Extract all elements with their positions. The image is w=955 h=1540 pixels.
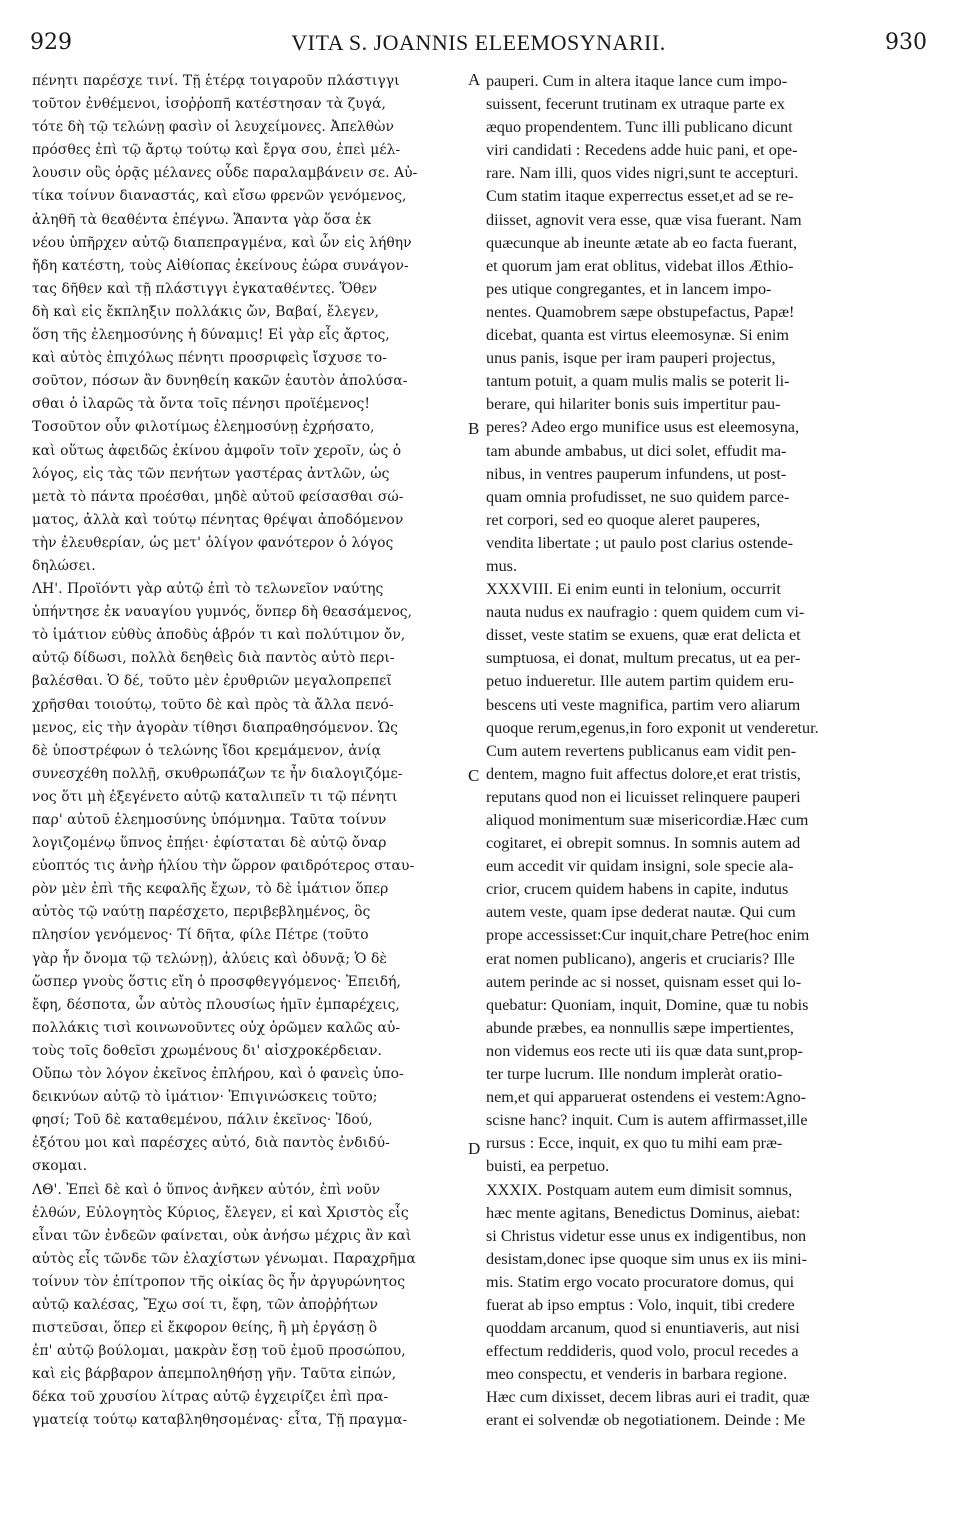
margin-marker-c: C	[468, 766, 480, 785]
latin-text-line: si Christus videtur esse unus ex indigentibus, non	[486, 1226, 807, 1245]
greek-text-line: Τοσοῦτον οὖν φιλοτίμως ἐλεημοσύνῃ ἐχρήσατο,	[32, 419, 375, 436]
latin-text-line: pauperi. Cum in altera itaque lance cum impo-	[486, 72, 788, 90]
latin-text-line: peres? Adeo ergo munifice usus est eleemosyna,	[486, 418, 800, 437]
latin-text-line: cogitaret, ei obrepit somnus. In somnis autem ad	[486, 834, 801, 853]
greek-text-line: αὐτῷ δίδωσι, πολλὰ δεηθεὶς διὰ παντὸς αὐτὸ περι-	[32, 650, 395, 667]
latin-text-line: ret corpori, sed eo quoque aleret pauperes,	[486, 510, 761, 529]
latin-text-line: rursus : Ecce, inquit, ex quo tu mihi eam præ-	[486, 1134, 783, 1153]
latin-text-line: sumptuosa, ei donat, multum precatus, ut ea per-	[486, 649, 801, 668]
latin-text-line: erant ei solvendæ ob negotiationem. Deinde : Me	[486, 1411, 806, 1430]
latin-text-line: et quorum jam erat oblitus, videbat illos Æthio-	[486, 256, 794, 275]
latin-text-line: nauta nudus ex naufragio : quem quidem cum vi-	[486, 603, 805, 622]
latin-text-line: buisti, ea perpetuo.	[486, 1157, 610, 1176]
left-page-number: 929	[30, 30, 72, 55]
greek-text-line: νέου ὑπῆρχεν αὐτῷ διαπεπραγμένα, καὶ ὧν εἰς λήθην	[32, 234, 412, 251]
latin-text-line: crior, crucem quidem habens in capite, indutus	[486, 880, 789, 899]
latin-text-line: autem veste, quam ipse dederat nautæ. Qui cum	[486, 903, 796, 922]
greek-text-line: καὶ εἰς βάρβαρον ἀπεμποληθήσῃ γῆν. Ταῦτα εἰπών,	[32, 1366, 397, 1383]
greek-text-line: ἐξότου μοι καὶ παρέσχες αὐτό, διὰ παντὸς ἐνδιδύ-	[32, 1135, 390, 1152]
greek-text-line: ΛΗ'. Προϊόντι γὰρ αὐτῷ ἐπὶ τὸ τελωνεῖον ναύτης	[32, 581, 384, 598]
greek-text-line: χρῆσθαι τοιούτῳ, τοῦτο δὲ καὶ πρὸς τὰ ἄλλα πενό-	[32, 696, 394, 713]
greek-text-line: βαλέσθαι. Ὁ δέ, τοῦτο μὲν ἐρυθριῶν μεγαλοπρεπεῖ	[32, 673, 392, 690]
greek-text-line: Οὔπω τὸν λόγον ἐκεῖνος ἐπλήρου, καὶ ὁ φανεὶς ὑπο-	[32, 1066, 404, 1083]
latin-text-line: dentem, magno fuit affectus dolore,et erat tristis,	[486, 764, 801, 783]
latin-text-line: Cum statim itaque experrectus esset,et ad se re-	[486, 187, 794, 206]
greek-text-line: λόγος, εἰς τὰς τῶν πενήτων γαστέρας ἀντλῶν, ὡς	[32, 465, 390, 482]
latin-text-line: berare, qui hilariter bonis suis impertitur pau-	[486, 395, 781, 414]
latin-text-line: tam abunde ambabus, ut dici solet, effudit ma-	[486, 441, 787, 460]
latin-text-line: æquo propendentem. Tunc illi publicano dicunt	[486, 118, 793, 137]
greek-text-line: σοῦτον, πόσων ἂν δυνηθείη κακῶν ἑαυτὸν ἀπολύσα-	[32, 373, 408, 390]
latin-text-line: effectum reddideris, quod volo, procul recedes a	[486, 1342, 799, 1361]
latin-text-line: hæc mente agitans, Benedictus Dominus, aiebat:	[486, 1203, 801, 1222]
latin-text-line: fuerat ab ipso emptus : Volo, inquit, tibi credere	[486, 1295, 795, 1314]
latin-text-line: suissent, fecerunt trutinam ex utraque parte ex	[486, 95, 785, 114]
greek-text-line: μενος, εἰς τὴν ἀγορὰν τίθησι διαπραθησόμενον. Ὡς	[32, 719, 398, 736]
greek-text-line: τοίνυν τὸν ἐπίτροπον τῆς οἰκίας ὃς ἦν ἀργυρώνητος	[32, 1273, 406, 1290]
latin-text-line: nentes. Quamobrem sæpe obstupefactus, Papæ!	[486, 302, 795, 321]
greek-text-line: πρόσθες ἐπὶ τῷ ἄρτῳ τούτῳ καὶ ἔργα σου, ἐπεὶ μέλ-	[32, 142, 401, 159]
latin-text-line: autem perinde ac si nosset, quisnam esset qui lo-	[486, 972, 802, 991]
greek-text-line: δὴ καὶ εἰς ἔκπληξιν πολλάκις ὤν, Βαβαί, ἔλεγεν,	[32, 303, 380, 320]
greek-text-line: παρ' αὐτοῦ ἐλεημοσύνης ὑπόμνημα. Ταῦτα τοίνυν	[32, 812, 387, 828]
latin-text-column	[486, 70, 926, 1433]
greek-text-line: δὲ ὑποστρέφων ὁ τελώνης ἴδοι κρεμάμενον, ἀνίᾳ	[32, 742, 382, 759]
greek-text-line: τοῦτον ἐνθέμενοι, ἰσοῤῥοπῆ κατέστησαν τὰ ζυγά,	[32, 96, 387, 113]
greek-text-line: πλησίον γενόμενος· Τί δῆτα, φίλε Πέτρε (τοῦτο	[32, 927, 369, 944]
latin-text-line: eum accedit vir quidam insigni, sole specie ala-	[486, 857, 794, 876]
latin-text-line: prope accessisset:Cur inquit,chare Petre(hoc enim	[486, 926, 810, 945]
latin-text-line: nibus, in ventres pauperum infundens, ut post-	[486, 464, 787, 483]
greek-text-line: λουσιν οὓς ὁρᾷς μέλανες οὗδε παραλαμβάνειν σε. Αὐ-	[32, 165, 418, 182]
latin-text-line: meo conspectu, et venderis in barbara regione.	[486, 1365, 788, 1384]
latin-text-line: Cum autem revertens publicanus eam vidit pen-	[486, 741, 797, 760]
greek-text-line: καὶ αὐτὸς ἐπιχόλως πένητι προσριφεὶς ἴσχυσε το-	[32, 350, 388, 367]
greek-text-line: ἐλθών, Εὐλογητὸς Κύριος, ἔλεγεν, εἰ καὶ Χριστὸς εἷς	[32, 1204, 409, 1221]
greek-text-line: αὐτῷ καλέσας, Ἔχω σοί τι, ἔφη, τῶν ἀποῤῥήτων	[32, 1296, 379, 1313]
latin-text-line: nem,et qui apparuerat ostendens ei vestem:Agno-	[486, 1088, 807, 1107]
greek-text-line: συνεσχέθη πολλῇ, σκυθρωπάζων τε ἦν διαλογιζόμε-	[32, 765, 403, 782]
margin-marker-b: B	[468, 419, 480, 438]
greek-text-line: εἶναι τῶν ἐνδεῶν φαίνεται, οὐκ ἀνήσω μέχρις ἂν καὶ	[32, 1227, 412, 1244]
latin-text-line: bescens uti veste magnifica, partim vero aliarum	[486, 695, 801, 714]
latin-text-line: disset, veste statim se exuens, quæ erat delicta et	[486, 626, 801, 645]
greek-text-line: αὐτὸς εἷς τῶνδε τῶν ἐλαχίστων γένωμαι. Παραχρῆμα	[32, 1250, 416, 1267]
latin-text-line: diisset, agnovit vera esse, quæ visa fuerant. Nam	[486, 210, 802, 229]
latin-text-line: quoddam arcanum, quod si enuntiaveris, aut nisi	[486, 1319, 800, 1338]
greek-text-line: νος ὅτι μὴ ἐξεγένετο αὐτῷ καταλιπεῖν τι τῷ πένητι	[32, 788, 398, 805]
latin-text-line: mis. Statim ergo vocato procuratore domus, qui	[486, 1272, 795, 1291]
greek-text-line: ματος, ἀλλὰ καὶ τούτῳ πένητας θρέψαι ἀποδόμενον	[32, 511, 404, 528]
latin-text-line: tantum potuit, a quam mulis malis se poterit li-	[486, 372, 790, 391]
greek-text-line: πιστεῦσαι, ὅπερ εἰ ἔκφορον θείης, ἢ μὴ ἐργάσῃ ὃ	[32, 1320, 378, 1337]
latin-text-line: quebatur: Quoniam, inquit, Domine, quæ tu nobis	[486, 995, 809, 1014]
latin-text-line: reputans quod non ei licuisset relinquere pauperi	[486, 787, 801, 806]
greek-text-line: δηλώσει.	[32, 557, 96, 574]
greek-text-line: ὅση τῆς ἐλεημοσύνης ἡ δύναμις! Εἰ γὰρ εἷς ἄρτος,	[32, 327, 390, 344]
greek-text-line: δεικνύων αὐτῷ τὸ ἱμάτιον· Ἐπιγινώσκεις τοῦτο;	[32, 1089, 378, 1106]
latin-text-line: Hæc cum dixisset, decem libras auri ei tradit, quæ	[486, 1388, 810, 1407]
margin-marker-d: D	[468, 1139, 481, 1158]
greek-text-line: τίκα τοίνυν διαναστάς, καὶ εἴσω φρενῶν γενόμενος,	[32, 188, 407, 205]
greek-text-line: τότε δὴ τῷ τελώνῃ φασὶν οἱ λευχείμονες. Ἀπελθὼν	[32, 119, 394, 136]
latin-text-line: dicebat, quanta est virtus eleemosynæ. Si enim	[486, 326, 790, 345]
greek-text-line: μετὰ τὸ πάντα προέσθαι, μηδὲ αὐτοῦ φείσασθαι σώ-	[32, 488, 404, 505]
right-page-number: 930	[885, 30, 927, 55]
latin-text-line: quam omnia profudisset, ne suo quidem parce-	[486, 487, 790, 506]
margin-marker-a: A	[468, 70, 481, 89]
latin-text-line: vendita libertate ; ut paulo post clarius ostende-	[486, 533, 794, 552]
greek-text-line: ἐπ' αὐτῷ βούλομαι, μακρὰν ἔσῃ τοῦ ἐμοῦ προσώπου,	[32, 1343, 406, 1360]
greek-text-line: τας δῆθεν καὶ τῇ πλάστιγγι ἐγκαταθέντες. Ὅθεν	[32, 280, 378, 297]
latin-text-line: quæcunque ab ineunte ætate ab eo facta fuerant,	[486, 233, 798, 252]
greek-text-line: πολλάκις τισὶ κοινωνοῦντες οὐχ ὁρῶμεν καλῶς αὐ-	[32, 1019, 401, 1036]
greek-text-line: ὥσπερ γνοὺς ὅστις εἴη ὁ προσφθεγγόμενος· Ἐπειδή,	[32, 973, 401, 990]
greek-text-line: δέκα τοῦ χρυσίου λίτρας αὐτῷ ἐγχειρίζει ἐπὶ πρα-	[32, 1389, 389, 1406]
greek-text-line: αὐτὸς τῷ ναύτῃ παρέσχετο, περιβεβλημένος, ὃς	[32, 904, 371, 921]
latin-text-line: viri candidati : Recedens adde huic pani, et ope-	[486, 141, 798, 160]
latin-text-line: ter turpe lucrum. Ille nondum impleràt oratio-	[486, 1065, 783, 1084]
latin-text-line: rare. Nam illi, quos vides nigri,sunt te accepturi.	[486, 164, 799, 183]
greek-text-line: ἤδη κατέστη, τοὺς Αἰθίοπας ἐκείνους ἑώρα συνάγον-	[32, 257, 409, 274]
greek-text-line: τὸ ἱμάτιον εὐθὺς ἀποδὺς ἁβρόν τι καὶ πολύτιμον ὄν,	[32, 627, 406, 644]
greek-text-line: ἔφη, δέσποτα, ὧν αὐτὸς πλουσίως ἡμῖν ἐμπαρέχεις,	[32, 996, 400, 1013]
greek-text-column	[32, 70, 472, 1433]
greek-text-line: γματείᾳ τούτῳ καταβληθησομένας· εἶτα, Τῇ πραγμα-	[32, 1412, 408, 1429]
latin-text-line: mus.	[486, 556, 518, 575]
latin-text-line: quoque rerum,egenus,in foro exponit ut venderetur.	[486, 718, 819, 737]
latin-text-line: pes utique congregantes, et in lancem impo-	[486, 279, 772, 298]
latin-text-line: desistam,donec ipse quoque sim unus ex iis mini-	[486, 1249, 808, 1268]
greek-text-line: τὴν ἐλευθερίαν, ὡς μετ' ὀλίγον φανότερον ὁ λόγος	[32, 534, 394, 551]
latin-text-line: petuo indueretur. Ille autem partim quidem eru-	[486, 672, 794, 691]
running-header	[30, 30, 927, 62]
latin-text-line: non videmus eos recte uti iis quæ data sunt,prop-	[486, 1041, 803, 1060]
latin-text-line: abunde præbes, ea nonnullis sæpe impertientes,	[486, 1018, 794, 1037]
greek-text-line: ὑπήντησε ἐκ ναυαγίου γυμνός, ὅνπερ δὴ θεασάμενος,	[32, 604, 413, 621]
greek-text-line: πένητι παρέσχε τινί. Τῇ ἑτέρᾳ τοιγαροῦν πλάστιγγι	[32, 73, 400, 89]
greek-text-line: εὐοπτός τις ἀνὴρ ἡλίου τὴν ὥρρον φαιδρότερος σταυ-	[32, 858, 415, 875]
greek-text-line: σθαι ὁ ἱλαρῶς τὰ ὄντα τοῖς πένησι προϊέμενος!	[32, 396, 371, 413]
greek-text-line: γὰρ ἦν ὄνομα τῷ τελώνῃ), ἀλύεις καὶ ὀδυνᾷ; Ὁ δὲ	[32, 950, 387, 967]
latin-text-line: aliquod monimentum suæ misericordiæ.Hæc cum	[486, 811, 809, 829]
latin-text-line: XXXIX. Postquam autem eum dimisit somnus,	[486, 1180, 793, 1199]
greek-text-line: σκομαι.	[32, 1158, 88, 1175]
latin-text-line: erat nomen publicano), angeris et cruciaris? Ille	[486, 949, 795, 968]
latin-text-line: XXXVIII. Ei enim eunti in telonium, occurrit	[486, 580, 781, 599]
greek-text-line: καὶ οὕτως ἀφειδῶς ἐκίνου ἀμφοῖν τοῖν χεροῖν, ὡς ὁ	[32, 442, 402, 459]
latin-text-line: unus panis, isque per iram pauperi projectus,	[486, 349, 776, 368]
running-title: VITA S. JOANNIS ELEEMOSYNARII.	[291, 30, 666, 55]
greek-text-line: τοὺς τοῖς δοθεῖσι χρωμένους δι' αἰσχροκέρδειαν.	[32, 1042, 382, 1059]
latin-text-line: scisne hanc? inquit. Cum is autem affirmasset,ille	[486, 1111, 808, 1130]
greek-text-line: λογιζομένῳ ὕπνος ἐπῄει· ἐφίσταται δὲ αὐτῷ ὄναρ	[32, 835, 387, 852]
greek-text-line: ἀληθῆ τὰ θεαθέντα ἐπέγνω. Ἅπαντα γὰρ ὅσα ἐκ	[32, 211, 372, 228]
greek-text-line: ρὸν μὲν ἐπὶ τῆς κεφαλῆς ἔχων, τὸ δὲ ἱμάτιον ὅπερ	[32, 881, 389, 898]
greek-text-line: ΛΘ'. Ἐπεὶ δὲ καὶ ὁ ὕπνος ἀνῆκεν αὐτόν, ἐπὶ νοῦν	[32, 1181, 381, 1198]
greek-text-line: φησί; Τοῦ δὲ καταθεμένου, πάλιν ἐκεῖνος· Ἰδού,	[32, 1112, 373, 1129]
